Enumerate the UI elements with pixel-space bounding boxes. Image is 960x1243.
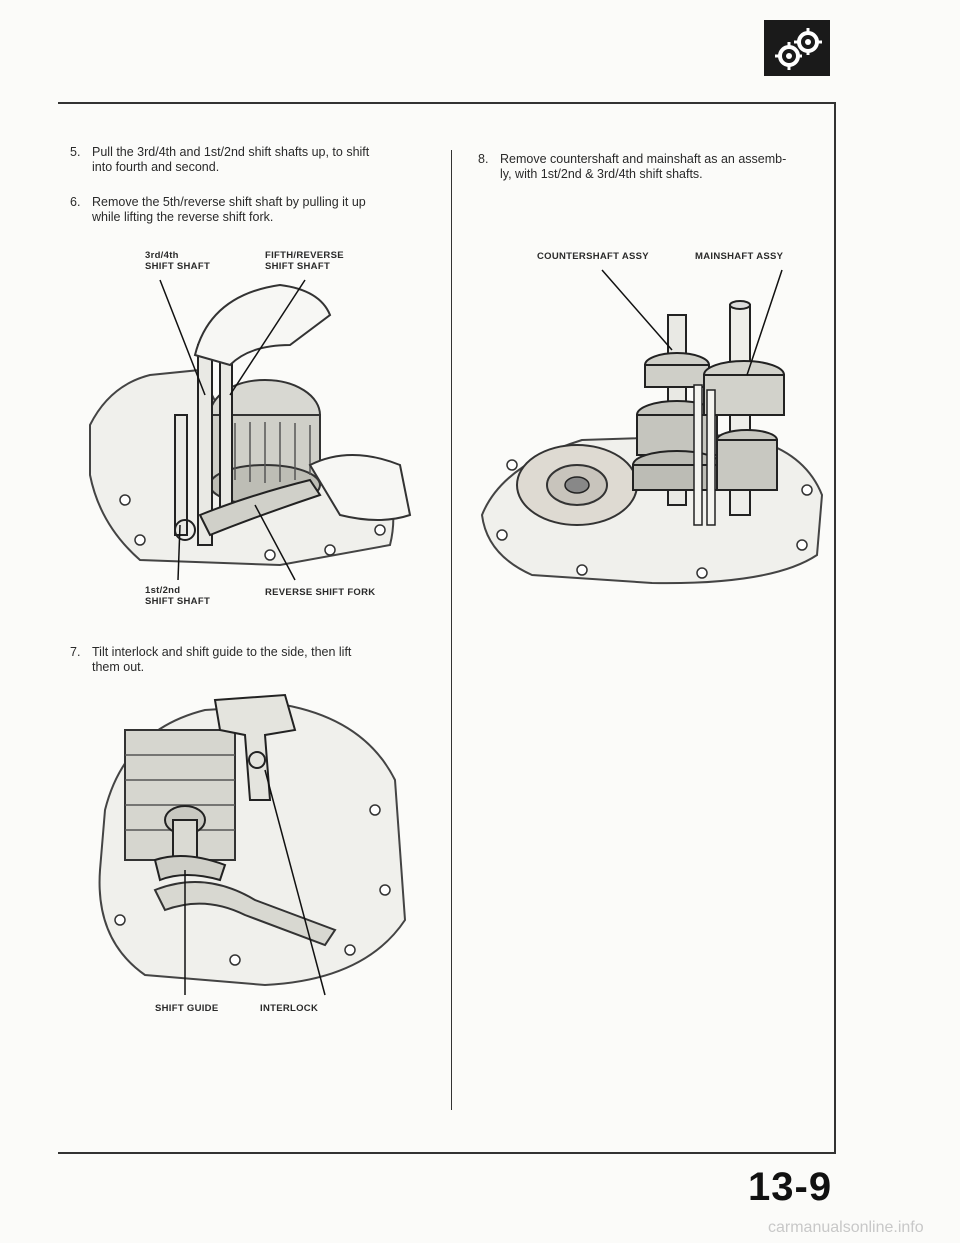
shift-shaft-removal-illustration: [80, 275, 420, 585]
top-rule: [58, 102, 836, 104]
gears-icon: [764, 20, 830, 76]
fig1-label-1st2nd: 1st/2nd SHIFT SHAFT: [145, 585, 211, 607]
watermark: carmanualsonline.info: [768, 1219, 924, 1236]
step-6-line-1: Remove the 5th/reverse shift shaft by pulling it up: [92, 195, 366, 209]
fig1-label-fifth-reverse: FIFTH/REVERSE SHIFT SHAFT: [265, 250, 344, 272]
step-8-line-1: Remove countershaft and mainshaft as an assemb-: [500, 152, 787, 166]
step-5-line-2: into fourth and second.: [92, 160, 220, 174]
step-8-line-2: ly, with 1st/2nd & 3rd/4th shift shafts.: [500, 167, 703, 181]
step-7-line-1: Tilt interlock and shift guide to the side, then lift: [92, 645, 352, 659]
fig3-label-countershaft-assy: COUNTERSHAFT ASSY: [537, 251, 649, 262]
fig1-label-3rd4th: 3rd/4th SHIFT SHAFT: [145, 250, 211, 272]
bottom-rule: [58, 1152, 836, 1154]
fig3-label-mainshaft-assy: MAINSHAFT ASSY: [695, 251, 784, 262]
step-7-line-2: them out.: [92, 660, 145, 674]
fig2-label-shift-guide: SHIFT GUIDE: [155, 1003, 219, 1014]
fig2-label-interlock: INTERLOCK: [260, 1003, 319, 1014]
right-rule: [834, 102, 836, 1154]
step-5-line-1: Pull the 3rd/4th and 1st/2nd shift shafts up, to shift: [92, 145, 370, 159]
column-divider: [451, 150, 452, 1110]
page-number: 13-9: [748, 1165, 833, 1209]
countershaft-mainshaft-assy-illustration: [472, 265, 834, 595]
step-6-line-2: while lifting the reverse shift fork.: [92, 210, 274, 224]
section-gears-icon: [764, 20, 830, 76]
interlock-shift-guide-illustration: [85, 690, 415, 1000]
fig1-label-reverse-shift-fork: REVERSE SHIFT FORK: [265, 587, 376, 598]
